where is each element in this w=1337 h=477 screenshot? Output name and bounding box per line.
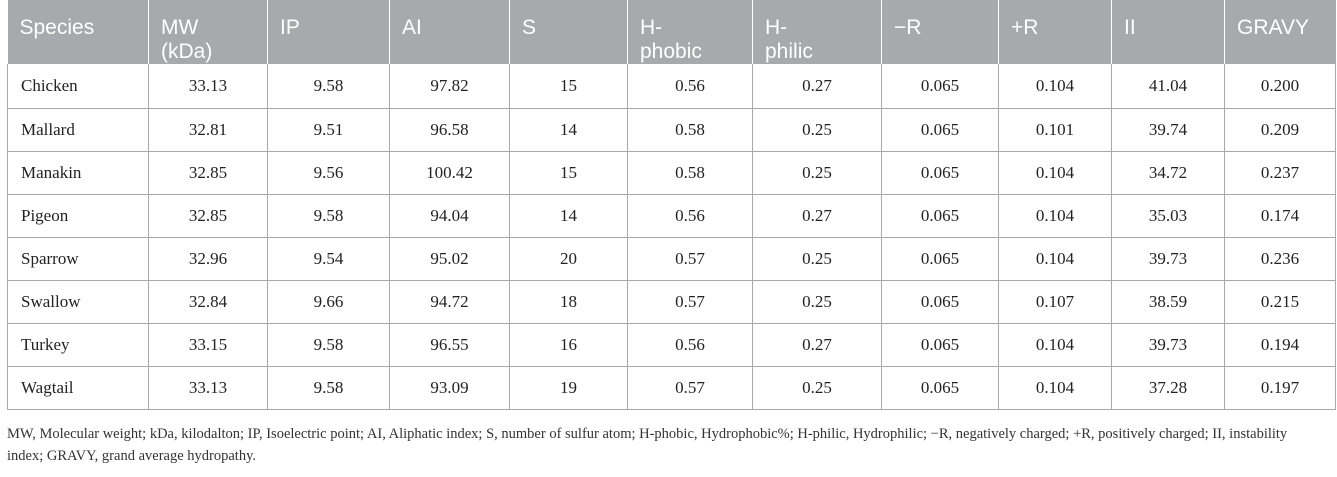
value-cell: 33.13 xyxy=(149,366,268,409)
value-cell: 94.04 xyxy=(390,194,510,237)
value-cell: 0.209 xyxy=(1225,108,1336,151)
table-header xyxy=(8,0,1336,64)
value-cell: 0.065 xyxy=(882,366,999,409)
value-cell: 9.58 xyxy=(268,323,390,366)
value-cell: 0.57 xyxy=(628,237,753,280)
header-s: S xyxy=(510,0,628,64)
value-cell: 0.104 xyxy=(999,237,1112,280)
header-h-phobic: H- phobic xyxy=(628,0,753,64)
header-h-philic: H- philic xyxy=(753,0,882,64)
value-cell: 0.56 xyxy=(628,194,753,237)
header-ai: AI xyxy=(390,0,510,64)
value-cell: 9.51 xyxy=(268,108,390,151)
value-cell: 96.55 xyxy=(390,323,510,366)
value-cell: 0.101 xyxy=(999,108,1112,151)
value-cell: 9.66 xyxy=(268,280,390,323)
value-cell: 0.065 xyxy=(882,323,999,366)
value-cell: 0.065 xyxy=(882,64,999,108)
value-cell: 39.74 xyxy=(1112,108,1225,151)
data-table-container xyxy=(7,0,1335,410)
value-cell: 39.73 xyxy=(1112,323,1225,366)
value-cell: 32.85 xyxy=(149,194,268,237)
value-cell: 0.065 xyxy=(882,237,999,280)
table-row xyxy=(8,151,1336,194)
value-cell: 0.104 xyxy=(999,151,1112,194)
value-cell: 39.73 xyxy=(1112,237,1225,280)
value-cell: 34.72 xyxy=(1112,151,1225,194)
header-row xyxy=(8,0,1336,64)
value-cell: 32.84 xyxy=(149,280,268,323)
header-mw: MW (kDa) xyxy=(149,0,268,64)
header-gravy: GRAVY xyxy=(1225,0,1336,64)
value-cell: 96.58 xyxy=(390,108,510,151)
value-cell: 0.065 xyxy=(882,194,999,237)
value-cell: 0.104 xyxy=(999,64,1112,108)
value-cell: 0.57 xyxy=(628,366,753,409)
value-cell: 20 xyxy=(510,237,628,280)
value-cell: 0.065 xyxy=(882,151,999,194)
table-body xyxy=(8,64,1336,409)
value-cell: 94.72 xyxy=(390,280,510,323)
header-species: Species xyxy=(8,0,149,64)
species-cell: Pigeon xyxy=(8,194,149,237)
value-cell: 41.04 xyxy=(1112,64,1225,108)
value-cell: 0.104 xyxy=(999,366,1112,409)
species-cell: Wagtail xyxy=(8,366,149,409)
value-cell: 38.59 xyxy=(1112,280,1225,323)
header-pos-r: +R xyxy=(999,0,1112,64)
header-ip: IP xyxy=(268,0,390,64)
species-cell: Swallow xyxy=(8,280,149,323)
value-cell: 0.200 xyxy=(1225,64,1336,108)
value-cell: 0.25 xyxy=(753,151,882,194)
value-cell: 95.02 xyxy=(390,237,510,280)
value-cell: 0.27 xyxy=(753,194,882,237)
value-cell: 0.27 xyxy=(753,323,882,366)
table-row xyxy=(8,237,1336,280)
value-cell: 0.104 xyxy=(999,194,1112,237)
value-cell: 0.236 xyxy=(1225,237,1336,280)
species-cell: Chicken xyxy=(8,64,149,108)
table-row xyxy=(8,64,1336,108)
table-row xyxy=(8,323,1336,366)
table-row xyxy=(8,194,1336,237)
value-cell: 97.82 xyxy=(390,64,510,108)
value-cell: 9.56 xyxy=(268,151,390,194)
value-cell: 0.58 xyxy=(628,108,753,151)
value-cell: 0.065 xyxy=(882,108,999,151)
header-neg-r: −R xyxy=(882,0,999,64)
value-cell: 0.56 xyxy=(628,64,753,108)
value-cell: 9.58 xyxy=(268,64,390,108)
value-cell: 15 xyxy=(510,64,628,108)
value-cell: 0.56 xyxy=(628,323,753,366)
table-row xyxy=(8,280,1336,323)
value-cell: 9.58 xyxy=(268,366,390,409)
value-cell: 19 xyxy=(510,366,628,409)
value-cell: 0.57 xyxy=(628,280,753,323)
value-cell: 32.85 xyxy=(149,151,268,194)
value-cell: 0.25 xyxy=(753,237,882,280)
species-cell: Sparrow xyxy=(8,237,149,280)
value-cell: 0.065 xyxy=(882,280,999,323)
value-cell: 35.03 xyxy=(1112,194,1225,237)
value-cell: 0.197 xyxy=(1225,366,1336,409)
value-cell: 0.215 xyxy=(1225,280,1336,323)
value-cell: 0.104 xyxy=(999,323,1112,366)
header-ii: II xyxy=(1112,0,1225,64)
table-row xyxy=(8,366,1336,409)
value-cell: 0.25 xyxy=(753,280,882,323)
table-row xyxy=(8,108,1336,151)
value-cell: 9.58 xyxy=(268,194,390,237)
value-cell: 100.42 xyxy=(390,151,510,194)
value-cell: 33.15 xyxy=(149,323,268,366)
value-cell: 37.28 xyxy=(1112,366,1225,409)
table-footnote: MW, Molecular weight; kDa, kilodalton; IP, Isoelectric point; AI, Aliphatic index; S, number of sulfur atom; H-phobic, Hydrophobic%; H-philic, Hydrophilic; −R, negatively charged; +R, positively charged; II, instability index; GRAVY, grand average hydropathy. xyxy=(7,426,1288,464)
value-cell: 0.27 xyxy=(753,64,882,108)
value-cell: 0.25 xyxy=(753,108,882,151)
value-cell: 0.107 xyxy=(999,280,1112,323)
value-cell: 0.58 xyxy=(628,151,753,194)
value-cell: 0.174 xyxy=(1225,194,1336,237)
value-cell: 0.194 xyxy=(1225,323,1336,366)
value-cell: 14 xyxy=(510,108,628,151)
value-cell: 0.237 xyxy=(1225,151,1336,194)
value-cell: 0.25 xyxy=(753,366,882,409)
value-cell: 32.96 xyxy=(149,237,268,280)
value-cell: 15 xyxy=(510,151,628,194)
value-cell: 9.54 xyxy=(268,237,390,280)
value-cell: 16 xyxy=(510,323,628,366)
value-cell: 33.13 xyxy=(149,64,268,108)
value-cell: 18 xyxy=(510,280,628,323)
species-cell: Mallard xyxy=(8,108,149,151)
value-cell: 32.81 xyxy=(149,108,268,151)
value-cell: 14 xyxy=(510,194,628,237)
value-cell: 93.09 xyxy=(390,366,510,409)
species-cell: Turkey xyxy=(8,323,149,366)
species-cell: Manakin xyxy=(8,151,149,194)
species-properties-table xyxy=(7,0,1336,410)
